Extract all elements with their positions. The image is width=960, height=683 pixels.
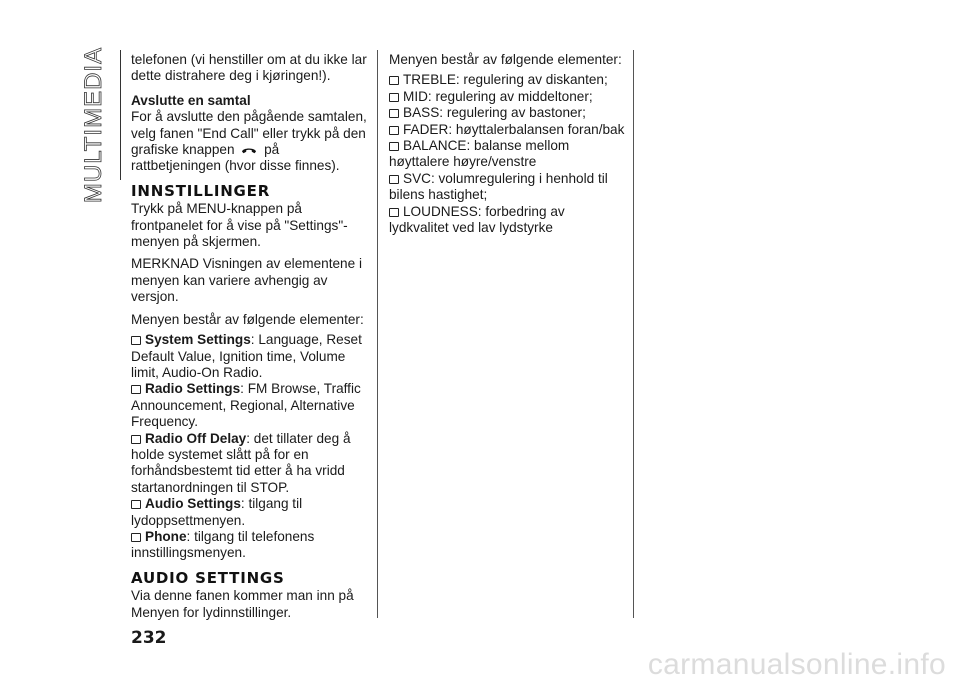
bullet-box-icon (131, 435, 141, 444)
list-item-text: SVC: volumregulering i henhold til bilens hastighet; (389, 170, 608, 203)
list-item (389, 204, 627, 237)
list-item-text: TREBLE: regulering av diskanten; (403, 72, 608, 88)
list-item-label: Phone (145, 528, 187, 544)
bullet-box-icon (131, 336, 141, 345)
settings-note: MERKNAD Visningen av elementene i menyen kan variere avhengig av versjon. (131, 256, 362, 305)
list-item-label: System Settings (145, 332, 251, 348)
bullet-box-icon (389, 76, 399, 85)
list-item (131, 332, 369, 381)
end-call-paragraph (131, 109, 369, 175)
column-divider-2 (633, 50, 634, 618)
list-item-text: BASS: regulering av bastoner; (403, 105, 586, 121)
intro-paragraph: telefonen (vi henstiller om at du ikke lar dette distrahere deg i kjøringen!). (131, 52, 367, 84)
watermark: carmanualsonline.info (647, 648, 946, 681)
page-number: 232 (131, 628, 167, 648)
settings-paragraph: Trykk på MENU-knappen på frontpanelet for å vise på "Settings"-menyen på skjermen. (131, 201, 348, 250)
list-item (389, 138, 627, 171)
end-call-text-before: For å avslutte den pågående samtalen, velg fanen "End Call" eller trykk på den grafiske knappen (131, 109, 367, 158)
section-title-text: MULTIMEDIA (80, 46, 108, 204)
side-title-rule (120, 50, 121, 180)
list-item (389, 72, 627, 88)
list-item-text: BALANCE: balanse mellom høyttalere høyre/venstre (389, 138, 570, 170)
text-column-2 (389, 52, 627, 242)
bullet-box-icon (131, 500, 141, 509)
bullet-box-icon (389, 93, 399, 102)
list-item-desc: : tilgang til telefonens innstillingsmenyen. (131, 528, 315, 561)
audio-list-intro: Menyen består av følgende elementer: (389, 52, 622, 67)
list-item (389, 89, 627, 105)
list-item-desc: : Language, Reset Default Value, Ignition time, Volume limit, Audio-On Radio. (131, 332, 362, 380)
bullet-box-icon (389, 109, 399, 118)
list-item-text: MID: regulering av middeltoner; (403, 88, 593, 104)
list-item-label: Audio Settings (145, 496, 241, 512)
list-item-label: Radio Settings (145, 381, 241, 397)
list-item-text: FADER: høyttalerbalansen foran/bak (403, 121, 625, 137)
hang-up-phone-icon (241, 142, 257, 158)
list-item-text: LOUDNESS: forbedring av lydkvalitet ved lav lydstyrke (389, 203, 565, 236)
list-item (389, 171, 627, 204)
list-item (131, 496, 369, 529)
end-call-heading: Avslutte en samtal (131, 92, 251, 108)
list-item (389, 105, 627, 121)
bullet-box-icon (131, 533, 141, 542)
settings-list (131, 332, 369, 562)
list-item-desc: : FM Browse, Traffic Announcement, Regional, Alternative Frequency. (131, 381, 361, 430)
bullet-box-icon (389, 208, 399, 217)
bullet-box-icon (389, 126, 399, 135)
bullet-box-icon (131, 385, 141, 394)
audio-settings-heading: AUDIO SETTINGS (131, 568, 285, 587)
list-item-desc: : det tillater deg å holde systemet slått på for en forhåndsbestemt tid etter å ha vridd startanordningen til STOP. (131, 430, 351, 495)
bullet-box-icon (389, 142, 399, 151)
audio-settings-paragraph: Via denne fanen kommer man inn på Menyen for lydinnstillinger. (131, 588, 354, 620)
text-column-1 (131, 52, 369, 627)
section-side-title (78, 46, 110, 204)
settings-heading: INNSTILLINGER (131, 181, 271, 200)
list-item-label: Radio Off Delay (145, 430, 247, 446)
list-item (131, 529, 369, 562)
bullet-box-icon (389, 175, 399, 184)
list-item (131, 431, 369, 497)
end-call-text-after: på rattbetjeningen (hvor disse finnes). (131, 142, 340, 174)
column-divider-1 (377, 50, 378, 618)
list-item-desc: : tilgang til lydoppsettmenyen. (131, 496, 303, 528)
list-item (131, 381, 369, 430)
settings-list-intro: Menyen består av følgende elementer: (131, 311, 364, 327)
audio-settings-list (389, 72, 627, 236)
list-item (389, 122, 627, 138)
